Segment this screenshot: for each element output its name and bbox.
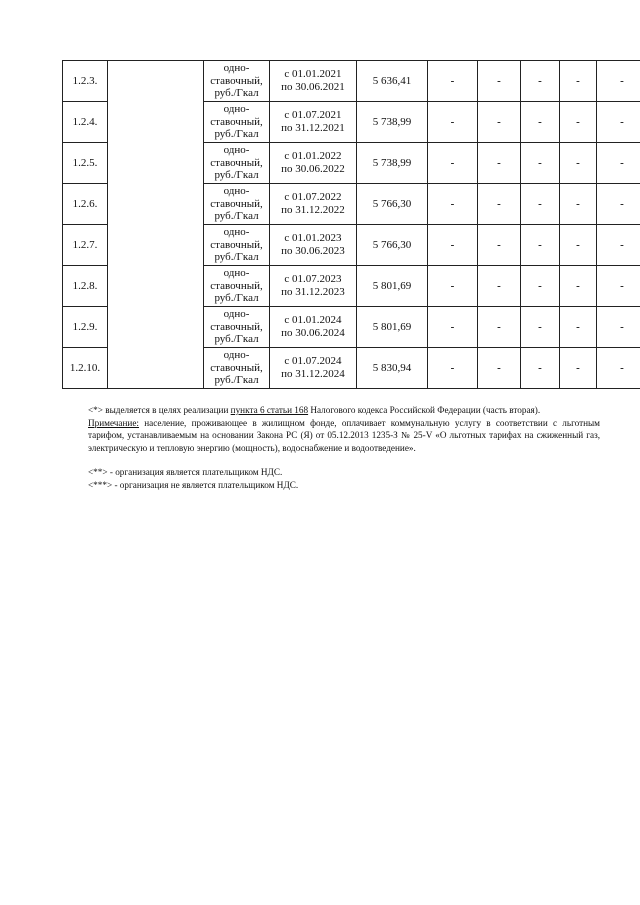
validity-period <box>270 348 357 389</box>
tariff-unit <box>204 102 270 143</box>
dash-cell: - <box>428 61 478 102</box>
tariff-value: 5 801,69 <box>357 266 428 307</box>
tariff-unit-line: ставочный, <box>210 279 263 292</box>
validity-period <box>270 102 357 143</box>
dash-cell: - <box>521 266 560 307</box>
dash-cell: - <box>597 61 640 102</box>
dash-cell: - <box>521 143 560 184</box>
period-from: с 01.01.2023 <box>284 232 342 245</box>
dash-cell: - <box>560 184 597 225</box>
period-from: с 01.07.2021 <box>284 109 342 122</box>
period-from: с 01.01.2024 <box>284 314 342 327</box>
tariff-value: 5 766,30 <box>357 184 428 225</box>
dash-cell: - <box>597 143 640 184</box>
period-to: по 30.06.2022 <box>281 163 345 175</box>
dash-cell: - <box>428 225 478 266</box>
dash-cell: - <box>428 184 478 225</box>
tariff-unit-line: одно- <box>223 349 250 362</box>
tariff-unit-line: руб./Гкал <box>214 87 259 100</box>
period-to: по 31.12.2023 <box>281 286 345 298</box>
dash-cell: - <box>560 61 597 102</box>
tariff-unit-line: ставочный, <box>210 74 263 87</box>
period-from: с 01.01.2021 <box>284 68 342 81</box>
dash-cell: - <box>428 348 478 389</box>
period-from: с 01.07.2024 <box>284 355 342 368</box>
footnote-text: <*> выделяется в целях реализации <box>88 405 231 415</box>
tariff-unit-line: ставочный, <box>210 197 263 210</box>
tariff-unit-line: одно- <box>223 226 250 239</box>
tariff-unit-line: одно- <box>223 267 250 280</box>
dash-cell: - <box>597 184 640 225</box>
remark-text: население, проживающее в жилищном фонде, оплачивает коммунальную услугу в соответствии с льготным тарифом, устанавливаемым на основании Закона РС (Я) от 05.12.2013 1235-З № 25-V «О льготных тарифах на сжиженный газ, электрическую и тепловую энергию (мощность), водоснабжение и водоотведение». <box>88 417 600 453</box>
dash-cell: - <box>597 307 640 348</box>
row-number: 1.2.7. <box>63 225 108 266</box>
dash-cell: - <box>597 266 640 307</box>
tariff-value: 5 801,69 <box>357 307 428 348</box>
table-row <box>63 61 640 102</box>
validity-period <box>270 143 357 184</box>
dash-cell: - <box>560 143 597 184</box>
dash-cell: - <box>478 61 521 102</box>
dash-cell: - <box>478 348 521 389</box>
period-to: по 31.12.2022 <box>281 204 345 216</box>
row-number: 1.2.6. <box>63 184 108 225</box>
tariff-unit <box>204 225 270 266</box>
dash-cell: - <box>428 102 478 143</box>
footnote-vat-nonpayer: <***> - организация не является плательщиком НДС. <box>88 479 299 490</box>
dash-cell: - <box>521 307 560 348</box>
tariff-value: 5 766,30 <box>357 225 428 266</box>
remark-label: Примечание: <box>88 417 139 428</box>
dash-cell: - <box>521 225 560 266</box>
tariff-unit <box>204 184 270 225</box>
tariff-table-body <box>63 61 640 389</box>
dash-cell: - <box>521 61 560 102</box>
period-from: с 01.01.2022 <box>284 150 342 163</box>
dash-cell: - <box>597 348 640 389</box>
dash-cell: - <box>597 102 640 143</box>
tariff-unit-line: одно- <box>223 185 250 198</box>
validity-period <box>270 61 357 102</box>
tariff-unit-line: ставочный, <box>210 361 263 374</box>
dash-cell: - <box>560 348 597 389</box>
period-from: с 01.07.2022 <box>284 191 342 204</box>
tariff-value: 5 738,99 <box>357 102 428 143</box>
tariff-unit-line: одно- <box>223 62 250 75</box>
row-number: 1.2.9. <box>63 307 108 348</box>
tariff-unit-line: ставочный, <box>210 156 263 169</box>
dash-cell: - <box>521 102 560 143</box>
dash-cell: - <box>521 348 560 389</box>
tariff-unit-line: одно- <box>223 144 250 157</box>
tariff-value: 5 636,41 <box>357 61 428 102</box>
tariff-value: 5 830,94 <box>357 348 428 389</box>
dash-cell: - <box>478 307 521 348</box>
row-number: 1.2.3. <box>63 61 108 102</box>
validity-period <box>270 307 357 348</box>
tariff-unit-line: руб./Гкал <box>214 251 259 264</box>
footnote-text-end: Налогового кодекса Российской Федерации (часть вторая). <box>308 405 541 415</box>
footnotes <box>88 404 600 491</box>
merged-empty-cell <box>108 61 204 389</box>
dash-cell: - <box>521 184 560 225</box>
period-to: по 31.12.2021 <box>281 122 345 134</box>
dash-cell: - <box>560 266 597 307</box>
period-to: по 30.06.2023 <box>281 245 345 257</box>
dash-cell: - <box>478 102 521 143</box>
tariff-unit-line: руб./Гкал <box>214 128 259 141</box>
dash-cell: - <box>560 307 597 348</box>
tariff-unit-line: руб./Гкал <box>214 374 259 387</box>
validity-period <box>270 184 357 225</box>
dash-cell: - <box>560 102 597 143</box>
dash-cell: - <box>478 143 521 184</box>
dash-cell: - <box>478 225 521 266</box>
tariff-unit-line: руб./Гкал <box>214 210 259 223</box>
tariff-unit <box>204 307 270 348</box>
footnote-vat-payer: <**> - организация является плательщиком НДС. <box>88 467 283 477</box>
validity-period <box>270 266 357 307</box>
tariff-unit <box>204 348 270 389</box>
tariff-unit-line: ставочный, <box>210 320 263 333</box>
tariff-unit-line: руб./Гкал <box>214 333 259 346</box>
tax-code-link-text: пункта 6 статьи 168 <box>230 405 309 415</box>
footnote-vat-allocation <box>88 404 600 417</box>
dash-cell: - <box>560 225 597 266</box>
tariff-table <box>62 60 640 389</box>
tariff-value: 5 738,99 <box>357 143 428 184</box>
dash-cell: - <box>428 266 478 307</box>
period-from: с 01.07.2023 <box>284 273 342 286</box>
dash-cell: - <box>428 307 478 348</box>
dash-cell: - <box>478 184 521 225</box>
tariff-unit-line: ставочный, <box>210 238 263 251</box>
tariff-unit-line: руб./Гкал <box>214 169 259 182</box>
row-number: 1.2.10. <box>63 348 108 389</box>
period-to: по 31.12.2024 <box>281 368 345 380</box>
tariff-unit <box>204 61 270 102</box>
row-number: 1.2.8. <box>63 266 108 307</box>
remark <box>88 417 600 455</box>
validity-period <box>270 225 357 266</box>
row-number: 1.2.5. <box>63 143 108 184</box>
tariff-unit-line: ставочный, <box>210 115 263 128</box>
period-to: по 30.06.2024 <box>281 327 345 339</box>
dash-cell: - <box>428 143 478 184</box>
row-number: 1.2.4. <box>63 102 108 143</box>
tariff-unit-line: одно- <box>223 103 250 116</box>
tariff-unit <box>204 143 270 184</box>
tariff-unit <box>204 266 270 307</box>
dash-cell: - <box>478 266 521 307</box>
tariff-unit-line: одно- <box>223 308 250 321</box>
dash-cell: - <box>597 225 640 266</box>
period-to: по 30.06.2021 <box>281 81 345 93</box>
tariff-unit-line: руб./Гкал <box>214 292 259 305</box>
